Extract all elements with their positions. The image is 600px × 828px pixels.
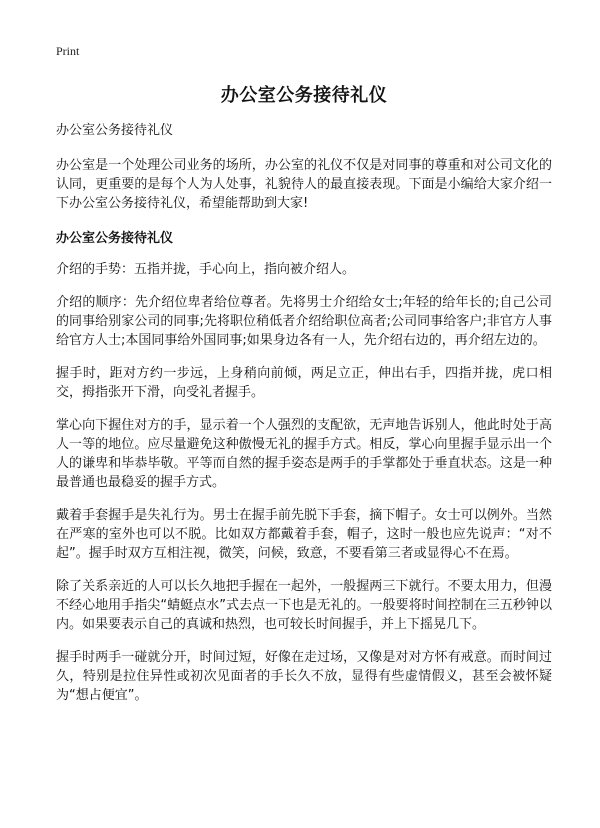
paragraph-handshake-posture: 握手时，距对方约一步远，上身稍向前倾，两足立正，伸出右手，四指并拢，虎口相交，拇指张开下滑，向受礼者握手。	[56, 366, 552, 400]
document-page	[56, 40, 552, 719]
intro-paragraph: 办公室是一个处理公司业务的场所，办公室的礼仪不仅是对同事的尊重和对公司文化的认同，更重要的是每个人为人处事，礼貌待人的最直接表现。下面是小编给大家介绍一下办公室公务接待礼仪，希望能帮助到大家!	[56, 158, 552, 211]
section-heading: 办公室公务接待礼仪	[56, 231, 174, 246]
page-title: 办公室公务接待礼仪	[220, 85, 388, 106]
paragraph-palm-direction: 掌心向下握住对方的手，显示着一个人强烈的支配欲，无声地告诉别人，他此时处于高人一等的地位。应尽量避免这种傲慢无礼的握手方式。相反，掌心向里握手显示出一个人的谦卑和毕恭毕敬。平等而自然的握手姿态是两手的手掌都处于垂直状态。这是一种最普通也最稳妥的握手方式。	[56, 418, 552, 490]
paragraph-too-short-long: 握手时两手一碰就分开，时间过短，好像在走过场，又像是对对方怀有戒意。而时间过久，特别是拉住异性或初次见面者的手长久不放，显得有些虚情假义，甚至会被怀疑为“想占便宜”。	[56, 650, 552, 703]
document-subtitle: 办公室公务接待礼仪	[56, 123, 174, 138]
print-link[interactable]: Print	[56, 44, 80, 58]
paragraph-gloves: 戴着手套握手是失礼行为。男士在握手前先脱下手套，摘下帽子。女士可以例外。当然在严寒的室外也可以不脱。比如双方都戴着手套，帽子，这时一般也应先说声：“对不起”。握手时双方互相注视，微笑，问候，致意，不要看第三者或显得心不在焉。	[56, 508, 552, 561]
paragraph-introduction-order: 介绍的顺序：先介绍位卑者给位尊者。先将男士介绍给女士;年轻的给年长的;自己公司的同事给别家公司的同事;先将职位稍低者介绍给职位高者;公司同事给客户;非官方人事给官方人士;本国同事给外国同事;如果身边各有一人，先介绍右边的，再介绍左边的。	[56, 295, 552, 348]
paragraph-duration: 除了关系亲近的人可以长久地把手握在一起外，一般握两三下就行。不要太用力，但漫不经心地用手指尖“蜻蜓点水”式去点一下也是无礼的。一般要将时间控制在三五秒钟以内。如果要表示自己的真诚和热烈，也可较长时间握手，并上下摇晃几下。	[56, 579, 552, 632]
paragraph-introduction-gesture: 介绍的手势：五指并拢，手心向上，指向被介绍人。	[56, 262, 356, 277]
